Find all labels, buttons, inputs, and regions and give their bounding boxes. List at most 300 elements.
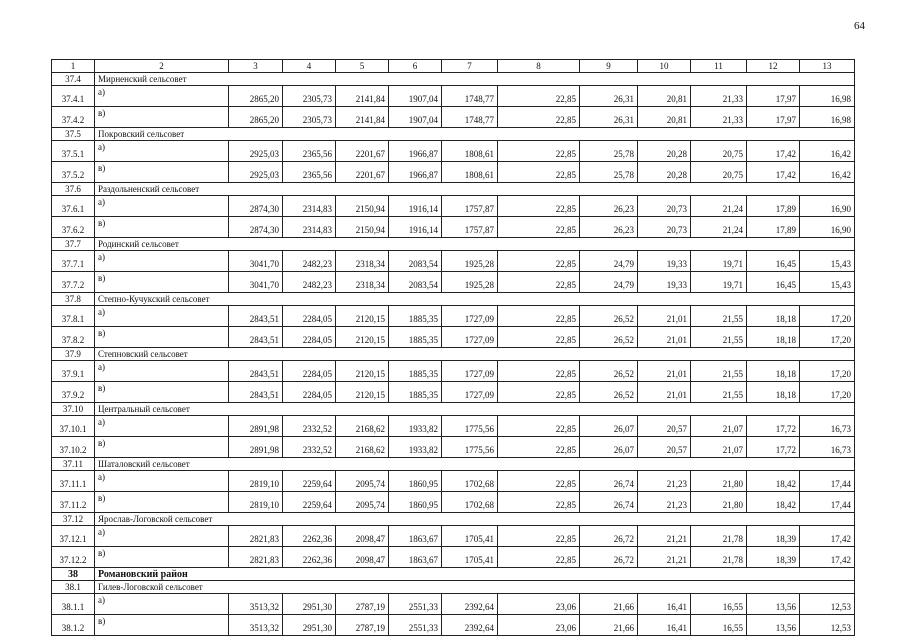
value-cell: 2201,67 — [336, 141, 389, 162]
header-cell: 2 — [95, 60, 229, 73]
table-row — [52, 471, 855, 492]
value-cell: 22,85 — [498, 107, 580, 128]
value-cell: 2120,15 — [336, 361, 389, 382]
value-cell: 2392,64 — [442, 594, 498, 615]
header-cell: 13 — [800, 60, 855, 73]
value-cell: 18,39 — [747, 526, 800, 547]
value-cell: 22,85 — [498, 547, 580, 568]
value-cell: 25,78 — [580, 162, 638, 183]
value-cell: 1727,09 — [442, 327, 498, 348]
row-code: 37.9.2 — [52, 382, 95, 403]
value-cell: 2891,98 — [229, 437, 283, 458]
table-row — [52, 86, 855, 107]
value-cell: 21,33 — [691, 107, 747, 128]
value-cell: 1860,95 — [389, 492, 442, 513]
section-name: Ярослав-Логовской сельсовет — [95, 513, 855, 526]
row-label: а) — [95, 306, 229, 327]
value-cell: 2150,94 — [336, 196, 389, 217]
value-cell: 2168,62 — [336, 416, 389, 437]
value-cell: 20,81 — [638, 86, 691, 107]
value-cell: 17,42 — [747, 162, 800, 183]
table-row — [52, 594, 855, 615]
header-cell: 9 — [580, 60, 638, 73]
header-cell: 11 — [691, 60, 747, 73]
value-cell: 2392,64 — [442, 615, 498, 636]
value-cell: 1966,87 — [389, 141, 442, 162]
value-cell: 16,90 — [800, 196, 855, 217]
value-cell: 2874,30 — [229, 196, 283, 217]
value-cell: 24,79 — [580, 251, 638, 272]
section-row — [52, 293, 855, 306]
row-label: а) — [95, 86, 229, 107]
value-cell: 12,53 — [800, 594, 855, 615]
value-cell: 1885,35 — [389, 361, 442, 382]
value-cell: 2168,62 — [336, 437, 389, 458]
row-code: 38.1.2 — [52, 615, 95, 636]
section-name: Шаталовский сельсовет — [95, 458, 855, 471]
table-row — [52, 217, 855, 238]
value-cell: 13,56 — [747, 615, 800, 636]
table-row — [52, 251, 855, 272]
value-cell: 22,85 — [498, 141, 580, 162]
section-name: Степновский сельсовет — [95, 348, 855, 361]
value-cell: 17,42 — [747, 141, 800, 162]
value-cell: 1702,68 — [442, 492, 498, 513]
value-cell: 1907,04 — [389, 107, 442, 128]
section-row — [52, 513, 855, 526]
table-body — [52, 60, 855, 636]
value-cell: 20,28 — [638, 141, 691, 162]
value-cell: 1808,61 — [442, 141, 498, 162]
value-cell: 2141,84 — [336, 86, 389, 107]
value-cell: 21,07 — [691, 416, 747, 437]
value-cell: 16,73 — [800, 416, 855, 437]
value-cell: 2083,54 — [389, 272, 442, 293]
value-cell: 2284,05 — [283, 361, 336, 382]
value-cell: 21,66 — [580, 594, 638, 615]
value-cell: 16,45 — [747, 272, 800, 293]
value-cell: 2787,19 — [336, 615, 389, 636]
value-cell: 17,89 — [747, 196, 800, 217]
value-cell: 1748,77 — [442, 107, 498, 128]
section-row — [52, 581, 855, 594]
row-label: а) — [95, 526, 229, 547]
value-cell: 21,24 — [691, 217, 747, 238]
value-cell: 2284,05 — [283, 327, 336, 348]
value-cell: 22,85 — [498, 361, 580, 382]
row-label: а) — [95, 251, 229, 272]
row-label: в) — [95, 107, 229, 128]
value-cell: 2843,51 — [229, 306, 283, 327]
section-name: Романовский район — [95, 568, 855, 581]
row-code: 37.9 — [52, 348, 95, 361]
row-label: а) — [95, 471, 229, 492]
header-cell: 6 — [389, 60, 442, 73]
value-cell: 1885,35 — [389, 327, 442, 348]
value-cell: 2305,73 — [283, 107, 336, 128]
row-label: в) — [95, 382, 229, 403]
value-cell: 2284,05 — [283, 382, 336, 403]
value-cell: 21,23 — [638, 492, 691, 513]
value-cell: 2819,10 — [229, 471, 283, 492]
value-cell: 16,41 — [638, 594, 691, 615]
value-cell: 1860,95 — [389, 471, 442, 492]
value-cell: 26,07 — [580, 416, 638, 437]
row-label: а) — [95, 361, 229, 382]
value-cell: 12,53 — [800, 615, 855, 636]
value-cell: 2201,67 — [336, 162, 389, 183]
table-row — [52, 416, 855, 437]
value-cell: 2259,64 — [283, 471, 336, 492]
value-cell: 2874,30 — [229, 217, 283, 238]
value-cell: 2865,20 — [229, 86, 283, 107]
value-cell: 19,33 — [638, 251, 691, 272]
value-cell: 2925,03 — [229, 162, 283, 183]
table-row — [52, 547, 855, 568]
value-cell: 1727,09 — [442, 382, 498, 403]
value-cell: 21,01 — [638, 306, 691, 327]
row-code: 38.1.1 — [52, 594, 95, 615]
tariff-table — [51, 59, 855, 636]
value-cell: 21,24 — [691, 196, 747, 217]
value-cell: 26,52 — [580, 306, 638, 327]
value-cell: 21,66 — [580, 615, 638, 636]
section-name: Гилев-Логовской сельсовет — [95, 581, 855, 594]
row-code: 37.6 — [52, 183, 95, 196]
value-cell: 21,80 — [691, 492, 747, 513]
value-cell: 20,75 — [691, 141, 747, 162]
value-cell: 21,55 — [691, 382, 747, 403]
value-cell: 17,20 — [800, 361, 855, 382]
value-cell: 17,44 — [800, 492, 855, 513]
value-cell: 1933,82 — [389, 416, 442, 437]
row-label: а) — [95, 141, 229, 162]
row-label: в) — [95, 615, 229, 636]
section-row — [52, 348, 855, 361]
value-cell: 2951,30 — [283, 594, 336, 615]
row-code: 37.8.2 — [52, 327, 95, 348]
value-cell: 2098,47 — [336, 547, 389, 568]
value-cell: 2843,51 — [229, 327, 283, 348]
value-cell: 24,79 — [580, 272, 638, 293]
value-cell: 2332,52 — [283, 437, 336, 458]
value-cell: 2551,33 — [389, 615, 442, 636]
value-cell: 2482,23 — [283, 251, 336, 272]
value-cell: 2843,51 — [229, 382, 283, 403]
row-code: 37.11.2 — [52, 492, 95, 513]
row-label: а) — [95, 196, 229, 217]
value-cell: 21,33 — [691, 86, 747, 107]
value-cell: 2843,51 — [229, 361, 283, 382]
value-cell: 21,55 — [691, 306, 747, 327]
value-cell: 18,18 — [747, 306, 800, 327]
section-row — [52, 403, 855, 416]
value-cell: 2821,83 — [229, 526, 283, 547]
value-cell: 2821,83 — [229, 547, 283, 568]
table-row — [52, 327, 855, 348]
value-cell: 17,97 — [747, 86, 800, 107]
value-cell: 16,98 — [800, 107, 855, 128]
header-cell: 10 — [638, 60, 691, 73]
row-label: в) — [95, 492, 229, 513]
table-row — [52, 196, 855, 217]
row-code: 37.7 — [52, 238, 95, 251]
table-row — [52, 615, 855, 636]
section-row — [52, 128, 855, 141]
value-cell: 2314,83 — [283, 196, 336, 217]
value-cell: 1775,56 — [442, 437, 498, 458]
value-cell: 17,72 — [747, 437, 800, 458]
section-row — [52, 73, 855, 86]
value-cell: 22,85 — [498, 272, 580, 293]
value-cell: 19,71 — [691, 251, 747, 272]
value-cell: 22,85 — [498, 526, 580, 547]
value-cell: 1863,67 — [389, 547, 442, 568]
value-cell: 2083,54 — [389, 251, 442, 272]
row-code: 37.4 — [52, 73, 95, 86]
value-cell: 18,42 — [747, 471, 800, 492]
section-row — [52, 238, 855, 251]
table-row — [52, 107, 855, 128]
value-cell: 16,42 — [800, 141, 855, 162]
value-cell: 1702,68 — [442, 471, 498, 492]
value-cell: 21,80 — [691, 471, 747, 492]
value-cell: 1757,87 — [442, 196, 498, 217]
value-cell: 21,01 — [638, 382, 691, 403]
value-cell: 2318,34 — [336, 251, 389, 272]
row-code: 37.9.1 — [52, 361, 95, 382]
value-cell: 2819,10 — [229, 492, 283, 513]
value-cell: 3513,32 — [229, 615, 283, 636]
row-code: 37.5 — [52, 128, 95, 141]
value-cell: 16,55 — [691, 594, 747, 615]
value-cell: 2141,84 — [336, 107, 389, 128]
value-cell: 16,73 — [800, 437, 855, 458]
value-cell: 2098,47 — [336, 526, 389, 547]
value-cell: 18,18 — [747, 361, 800, 382]
header-cell: 3 — [229, 60, 283, 73]
row-code: 37.4.2 — [52, 107, 95, 128]
row-code: 37.5.2 — [52, 162, 95, 183]
value-cell: 15,43 — [800, 251, 855, 272]
section-row — [52, 183, 855, 196]
value-cell: 1705,41 — [442, 547, 498, 568]
value-cell: 17,42 — [800, 547, 855, 568]
row-code: 37.6.2 — [52, 217, 95, 238]
value-cell: 2120,15 — [336, 327, 389, 348]
value-cell: 1727,09 — [442, 306, 498, 327]
section-row — [52, 458, 855, 471]
value-cell: 2318,34 — [336, 272, 389, 293]
section-name: Мирненский сельсовет — [95, 73, 855, 86]
value-cell: 19,33 — [638, 272, 691, 293]
table-row — [52, 141, 855, 162]
row-code: 37.10.1 — [52, 416, 95, 437]
value-cell: 1933,82 — [389, 437, 442, 458]
value-cell: 2482,23 — [283, 272, 336, 293]
value-cell: 26,23 — [580, 196, 638, 217]
row-code: 37.7.2 — [52, 272, 95, 293]
row-code: 37.8 — [52, 293, 95, 306]
value-cell: 21,07 — [691, 437, 747, 458]
value-cell: 15,43 — [800, 272, 855, 293]
value-cell: 1916,14 — [389, 196, 442, 217]
row-label: в) — [95, 437, 229, 458]
row-code: 38 — [52, 568, 95, 581]
value-cell: 1863,67 — [389, 526, 442, 547]
header-cell: 7 — [442, 60, 498, 73]
value-cell: 26,72 — [580, 547, 638, 568]
table-row — [52, 437, 855, 458]
section-name: Покровский сельсовет — [95, 128, 855, 141]
value-cell: 20,57 — [638, 437, 691, 458]
section-row — [52, 568, 855, 581]
value-cell: 22,85 — [498, 86, 580, 107]
header-cell: 1 — [52, 60, 95, 73]
row-label: в) — [95, 272, 229, 293]
row-code: 37.6.1 — [52, 196, 95, 217]
header-cell: 12 — [747, 60, 800, 73]
value-cell: 1925,28 — [442, 272, 498, 293]
value-cell: 20,81 — [638, 107, 691, 128]
row-label: в) — [95, 327, 229, 348]
value-cell: 2365,56 — [283, 162, 336, 183]
value-cell: 2262,36 — [283, 547, 336, 568]
value-cell: 2865,20 — [229, 107, 283, 128]
table-row — [52, 382, 855, 403]
value-cell: 2951,30 — [283, 615, 336, 636]
header-cell: 8 — [498, 60, 580, 73]
value-cell: 16,90 — [800, 217, 855, 238]
value-cell: 21,78 — [691, 547, 747, 568]
value-cell: 18,18 — [747, 382, 800, 403]
value-cell: 2095,74 — [336, 492, 389, 513]
value-cell: 2259,64 — [283, 492, 336, 513]
value-cell: 1727,09 — [442, 361, 498, 382]
value-cell: 2120,15 — [336, 382, 389, 403]
value-cell: 1757,87 — [442, 217, 498, 238]
value-cell: 22,85 — [498, 416, 580, 437]
value-cell: 20,73 — [638, 217, 691, 238]
page-number: 64 — [854, 20, 865, 32]
value-cell: 26,52 — [580, 382, 638, 403]
value-cell: 17,20 — [800, 382, 855, 403]
value-cell: 17,20 — [800, 327, 855, 348]
header-row — [52, 60, 855, 73]
table-row — [52, 306, 855, 327]
value-cell: 20,57 — [638, 416, 691, 437]
value-cell: 17,44 — [800, 471, 855, 492]
value-cell: 16,42 — [800, 162, 855, 183]
value-cell: 2365,56 — [283, 141, 336, 162]
value-cell: 21,55 — [691, 327, 747, 348]
value-cell: 1885,35 — [389, 306, 442, 327]
table-row — [52, 526, 855, 547]
value-cell: 16,55 — [691, 615, 747, 636]
value-cell: 26,72 — [580, 526, 638, 547]
value-cell: 22,85 — [498, 196, 580, 217]
value-cell: 2284,05 — [283, 306, 336, 327]
value-cell: 13,56 — [747, 594, 800, 615]
value-cell: 21,21 — [638, 547, 691, 568]
row-code: 37.4.1 — [52, 86, 95, 107]
value-cell: 1916,14 — [389, 217, 442, 238]
row-code: 37.10 — [52, 403, 95, 416]
value-cell: 26,52 — [580, 361, 638, 382]
value-cell: 23,06 — [498, 615, 580, 636]
value-cell: 23,06 — [498, 594, 580, 615]
row-code: 37.12.1 — [52, 526, 95, 547]
value-cell: 2787,19 — [336, 594, 389, 615]
value-cell: 20,73 — [638, 196, 691, 217]
value-cell: 22,85 — [498, 306, 580, 327]
value-cell: 17,20 — [800, 306, 855, 327]
value-cell: 26,31 — [580, 86, 638, 107]
value-cell: 3513,32 — [229, 594, 283, 615]
value-cell: 1808,61 — [442, 162, 498, 183]
value-cell: 2150,94 — [336, 217, 389, 238]
value-cell: 1885,35 — [389, 382, 442, 403]
table-row — [52, 492, 855, 513]
value-cell: 22,85 — [498, 162, 580, 183]
row-code: 37.5.1 — [52, 141, 95, 162]
value-cell: 1748,77 — [442, 86, 498, 107]
value-cell: 26,52 — [580, 327, 638, 348]
value-cell: 19,71 — [691, 272, 747, 293]
row-code: 37.11.1 — [52, 471, 95, 492]
value-cell: 2314,83 — [283, 217, 336, 238]
value-cell: 26,23 — [580, 217, 638, 238]
row-label: в) — [95, 217, 229, 238]
row-code: 38.1 — [52, 581, 95, 594]
value-cell: 21,23 — [638, 471, 691, 492]
value-cell: 2120,15 — [336, 306, 389, 327]
value-cell: 3041,70 — [229, 272, 283, 293]
value-cell: 22,85 — [498, 382, 580, 403]
value-cell: 18,18 — [747, 327, 800, 348]
value-cell: 22,85 — [498, 327, 580, 348]
header-cell: 5 — [336, 60, 389, 73]
value-cell: 26,74 — [580, 471, 638, 492]
value-cell: 2095,74 — [336, 471, 389, 492]
section-name: Степно-Кучукский сельсовет — [95, 293, 855, 306]
value-cell: 21,21 — [638, 526, 691, 547]
value-cell: 22,85 — [498, 471, 580, 492]
value-cell: 16,41 — [638, 615, 691, 636]
value-cell: 3041,70 — [229, 251, 283, 272]
value-cell: 16,98 — [800, 86, 855, 107]
value-cell: 26,07 — [580, 437, 638, 458]
row-code: 37.10.2 — [52, 437, 95, 458]
value-cell: 17,89 — [747, 217, 800, 238]
row-code: 37.12.2 — [52, 547, 95, 568]
row-code: 37.7.1 — [52, 251, 95, 272]
value-cell: 22,85 — [498, 251, 580, 272]
value-cell: 1907,04 — [389, 86, 442, 107]
row-label: в) — [95, 162, 229, 183]
value-cell: 20,75 — [691, 162, 747, 183]
value-cell: 21,55 — [691, 361, 747, 382]
value-cell: 2262,36 — [283, 526, 336, 547]
value-cell: 2925,03 — [229, 141, 283, 162]
value-cell: 2891,98 — [229, 416, 283, 437]
table-row — [52, 162, 855, 183]
row-code: 37.8.1 — [52, 306, 95, 327]
value-cell: 17,97 — [747, 107, 800, 128]
section-name: Центральный сельсовет — [95, 403, 855, 416]
value-cell: 17,72 — [747, 416, 800, 437]
value-cell: 26,74 — [580, 492, 638, 513]
